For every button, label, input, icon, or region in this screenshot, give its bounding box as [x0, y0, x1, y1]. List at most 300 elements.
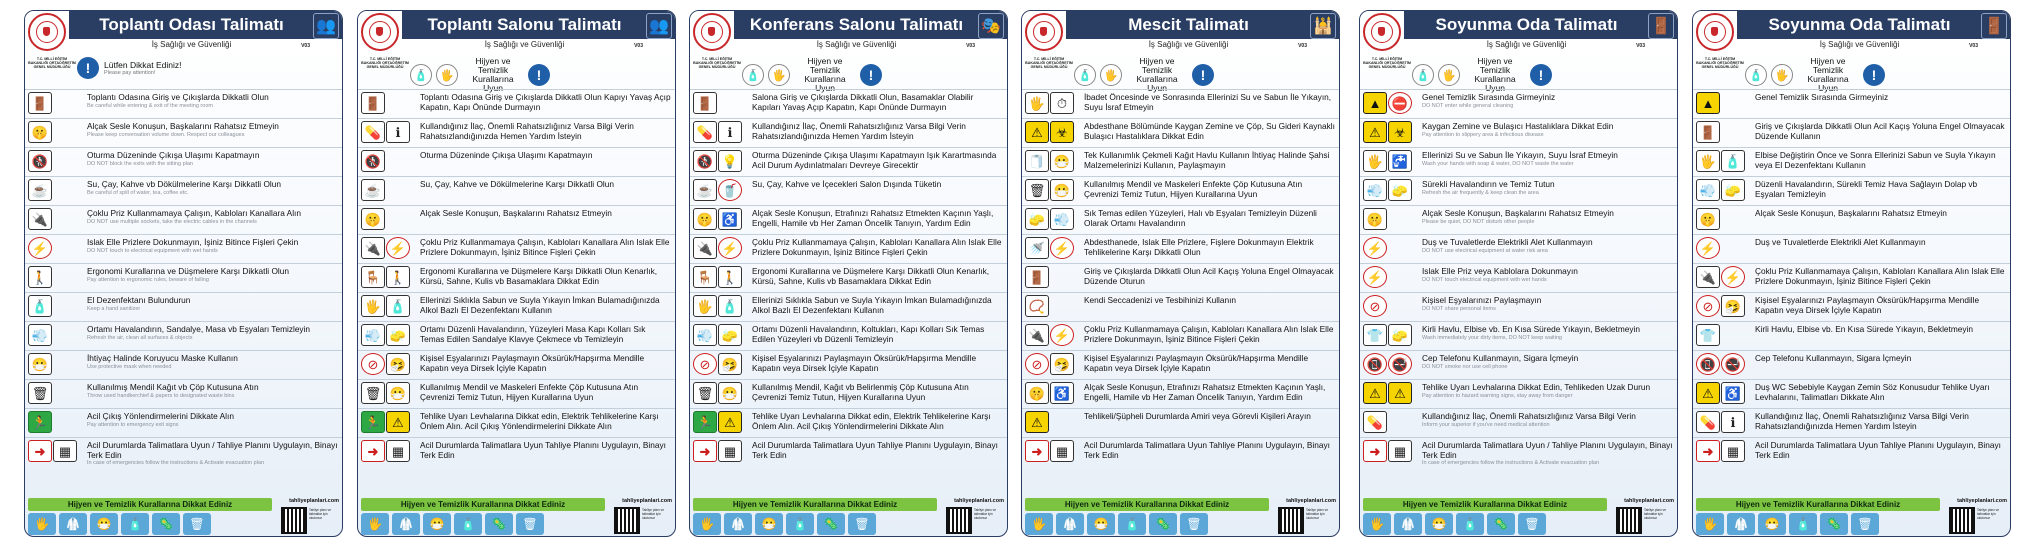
evacuation-plan-icon: ▦ [53, 440, 77, 462]
instruction-item [690, 205, 1007, 234]
item-tr: Genel Temizlik Sırasında Girmeyiniz [1422, 92, 1556, 102]
no-touch-icon: ⚡ [1050, 237, 1074, 259]
instruction-item [1360, 379, 1677, 408]
item-tr: Kişisel Eşyalarınızı Paylaşmayın Öksürük/Hapşırma Mendille Kapatın veya Dirsek İçiyle Kapatın [1755, 295, 1980, 315]
exit-door-icon: 🚪 [361, 92, 385, 114]
instruction-item [690, 234, 1007, 263]
item-text [418, 380, 675, 402]
hygiene-pictograms [693, 513, 876, 535]
instruction-item [1360, 176, 1677, 205]
item-tr: Kullanılmış Mendil Kağıt vb Çöp Kutusuna Atın [87, 382, 259, 392]
instruction-item [1022, 437, 1339, 466]
fall-icon: 🚶 [718, 266, 742, 288]
item-text [1753, 322, 2010, 335]
item-icons [1693, 293, 1753, 317]
item-text [750, 90, 1007, 112]
no-share-icon: ⊘ [1696, 295, 1720, 317]
item-text [1082, 177, 1339, 199]
mandatory-sign-icon: ! [860, 64, 882, 86]
instruction-item [25, 263, 342, 292]
item-text [1753, 264, 2010, 286]
waste-bin-icon: 🗑 [1025, 179, 1049, 201]
item-tr: Çoklu Priz Kullanmamaya Çalışın, Kabloları Kanallara Alın [87, 208, 301, 218]
hand-wash-icon: 🖐 [693, 295, 717, 317]
item-tr: Duş ve Tuvaletlerde Elektrikli Alet Kullanmayın [1422, 237, 1593, 247]
hand-wash-icon: 🖐 [1025, 513, 1053, 535]
item-en: Inform your superior if you've need medical attention [1422, 421, 1550, 428]
item-tr: Kişisel Eşyalarınızı Paylaşmayın [1422, 295, 1542, 305]
hygiene-notice [1074, 57, 1214, 93]
hand-sanitize-icon: 🧴 [1745, 64, 1767, 86]
item-text [1420, 351, 1677, 370]
item-en: Refresh the air frequently & keep clean the area [1422, 189, 1539, 196]
item-tr: Alçak Sesle Konuşun, Başkalarını Rahatsız Etmeyin [420, 208, 612, 218]
virus-icon: 🦠 [1149, 513, 1177, 535]
item-icons [25, 322, 85, 346]
qr-code-icon[interactable] [1949, 507, 1975, 534]
cable-icon: 🔌 [1696, 266, 1720, 288]
instruction-item [358, 205, 675, 234]
quiet-icon: 🤫 [1025, 382, 1049, 404]
instruction-item [25, 379, 342, 408]
item-tr: Alçak Sesle Konuşun, Etrafınızı Rahatsız Etmekten Kaçının Yaşlı, Engelli, Hamile vb Her Zaman Öncelik Tanıyın, Yardım Edin [752, 208, 994, 228]
instruction-item [1360, 205, 1677, 234]
evacuation-plan-icon: ▦ [1388, 440, 1412, 462]
instruction-item [1693, 147, 2010, 176]
item-text [85, 119, 342, 138]
disinfect-icon: 🧴 [386, 295, 410, 317]
qr-caption: Tahliye planı ve talimatlar için okutunuz [309, 508, 331, 520]
item-text [85, 322, 342, 341]
item-tr: Ergonomi Kurallarına ve Düşmelere Karşı Dikkatli Olun Kenarlık, Kürsü, Sahne, Kulis vb Basamaklara Dikkat Edin [420, 266, 658, 286]
instruction-item [25, 118, 342, 147]
item-tr: Acil Durumlarda Talimatlara Uyun / Tahliye Planını Uygulayın, Binayı Terk Edin [1422, 440, 1673, 460]
spill-icon: ☕ [28, 179, 52, 201]
item-tr: Ortamı Düzenli Havalandırın, Koltukları, Kapı Kolları Sık Temas Edilen Yüzeyleri vb Düzenli Temizleyin [752, 324, 985, 344]
item-tr: El Dezenfektanı Bulundurun [87, 295, 191, 305]
item-text [750, 148, 1007, 170]
item-icons [1360, 351, 1420, 375]
instruction-item [25, 89, 342, 118]
item-icons [1360, 177, 1420, 201]
item-text [1082, 235, 1339, 257]
item-tr: Çoklu Priz Kullanmamaya Çalışın, Kabloları Kanallara Alın Islak Elle Prizlere Dokunmayın, İşiniz Bitince Fişleri Çekin [1755, 266, 2005, 286]
item-icons [358, 293, 418, 317]
mask-icon: 😷 [386, 382, 410, 404]
item-text [1420, 409, 1677, 428]
item-icons [1693, 90, 1753, 114]
site-link: tahliyeplanlari.com [622, 498, 672, 504]
ministry-logo-icon [28, 13, 66, 51]
item-text [1753, 380, 2010, 402]
item-text [85, 264, 342, 283]
elderly-icon: ♿ [718, 208, 742, 230]
mask-icon: 😷 [718, 382, 742, 404]
mask-icon: 😷 [1050, 150, 1074, 172]
item-icons [1693, 177, 1753, 201]
instruction-item [1360, 89, 1677, 118]
instruction-item [1022, 292, 1339, 321]
hand-wash-icon: 🖐 [1025, 92, 1049, 114]
hygiene-text: Hijyen ve Temizlik Kurallarına Uyun [472, 56, 514, 93]
item-icons [690, 438, 750, 462]
tap-icon: 🚰 [1388, 150, 1412, 172]
item-tr: Alçak Sesle Konuşun, Başkalarını Rahatsız Etmeyin [87, 121, 279, 131]
item-text [418, 235, 675, 257]
warning-icon: ⚠ [1696, 382, 1720, 404]
gown-icon: 🥼 [1056, 513, 1084, 535]
item-text [1420, 293, 1677, 312]
ergonomy-icon: 🪑 [361, 266, 385, 288]
instruction-item [25, 176, 342, 205]
fall-icon: 🚶 [28, 266, 52, 288]
item-tr: Tehlike Uyarı Levhalarına Dikkat Edin, Tehlikeden Uzak Durun [1422, 382, 1651, 392]
hygiene-text: Hijyen ve Temizlik Kurallarına Uyun [1474, 56, 1516, 93]
mandatory-sign-icon: ! [77, 57, 99, 79]
spray-icon: 🧴 [1789, 513, 1817, 535]
item-text [1420, 90, 1677, 109]
timer-icon: ⏱ [1050, 92, 1074, 114]
ventilation-icon: 💨 [1050, 208, 1074, 230]
instruction-item [1022, 147, 1339, 176]
card-header [1022, 11, 1339, 55]
instruction-item [1693, 234, 2010, 263]
hygiene-text: Hijyen ve Temizlik Kurallarına Uyun [804, 56, 846, 93]
item-text [1753, 235, 2010, 248]
no-share-icon: ⊘ [361, 353, 385, 375]
item-tr: Çoklu Priz Kullanmamaya Çalışın, Kabloları Kanallara Alın Islak Elle Prizlere Dokunmayın, İşiniz Bitince Fişleri Çekin [752, 237, 1002, 257]
item-icons [1693, 438, 1753, 462]
item-en: DO NOT smoke nor use cell phone [1422, 363, 1508, 370]
item-text [418, 148, 675, 161]
qr-code-icon[interactable] [1278, 507, 1304, 534]
sneeze-icon: 🤧 [1721, 295, 1745, 317]
item-icons [690, 119, 750, 143]
item-icons [358, 119, 418, 143]
item-tr: Tehlikeli/Şüpheli Durumlarda Amiri veya Görevli Kişileri Arayın [1084, 411, 1311, 421]
item-tr: Su, Çay, Kahve ve Dökülmelerine Karşı Dikkatli Olun [420, 179, 614, 189]
exit-door-icon: 🚪 [28, 92, 52, 114]
instruction-item [1360, 263, 1677, 292]
towel-icon: 🧻 [1025, 150, 1049, 172]
instruction-item [1022, 321, 1339, 350]
instruction-item [1022, 379, 1339, 408]
item-text [418, 177, 675, 190]
waste-bin-icon: 🗑 [28, 382, 52, 404]
qr-caption: Tahliye planı ve talimatlar için okutunuz [1306, 508, 1328, 520]
hand-wash-icon: 🖐 [1696, 513, 1724, 535]
instruction-item [358, 147, 675, 176]
instruction-item [1360, 350, 1677, 379]
no-smoking-icon: 🚭 [1388, 353, 1412, 375]
no-touch-icon: ⚡ [1696, 237, 1720, 259]
item-icons [1360, 322, 1420, 346]
qr-code-icon[interactable] [1616, 507, 1642, 534]
ministry-logo-icon [693, 13, 731, 51]
item-icons [690, 206, 750, 230]
item-icons [690, 264, 750, 288]
info-icon: ℹ [1721, 411, 1745, 433]
item-icons [25, 264, 85, 288]
medicine-icon: 💊 [1363, 411, 1387, 433]
instruction-item [1360, 118, 1677, 147]
item-icons [1022, 322, 1082, 346]
virus-icon: 🦠 [817, 513, 845, 535]
instruction-item [358, 408, 675, 437]
version-label: V03 [1636, 43, 1645, 49]
item-text [1753, 351, 2010, 364]
hygiene-banner: Hijyen ve Temizlik Kurallarına Dikkat Ediniz [1363, 498, 1607, 511]
mask-icon: 😷 [755, 513, 783, 535]
prayer-icon: 🕌 [1310, 13, 1336, 39]
qr-code-icon[interactable] [946, 507, 972, 534]
item-icons [25, 380, 85, 404]
item-icons [1693, 380, 1753, 404]
item-text [85, 206, 342, 225]
item-icons [1360, 380, 1420, 404]
item-tr: Ellerinizi Sıklıkla Sabun ve Suyla Yıkayın İmkan Bulamadığınızda Alkol Bazlı El Dezenfektanı Kullanın [420, 295, 660, 315]
instruction-item [1693, 321, 2010, 350]
instruction-item [1360, 234, 1677, 263]
item-icons [358, 148, 418, 172]
item-icons [25, 206, 85, 230]
emergency-exit-icon: 🏃 [28, 411, 52, 433]
warning-icon: ⚠ [1025, 121, 1049, 143]
exit-door-icon: 🚪 [693, 92, 717, 114]
item-icons [1693, 322, 1753, 346]
site-link: tahliyeplanlari.com [1957, 498, 2007, 504]
hand-wash-icon: 🖐 [28, 513, 56, 535]
hand-wash-icon: 🖐 [436, 64, 458, 86]
cone-icon: ▲ [1696, 92, 1720, 114]
instruction-item [358, 234, 675, 263]
item-tr: Alçak Sesle Konuşun, Etrafınızı Rahatsız Etmekten Kaçının Yaşlı, Engelli, Hamile vb Her Zaman Öncelik Tanıyın, Yardım Edin [1084, 382, 1326, 402]
card-title: Toplantı Odası Talimatı [69, 11, 342, 39]
mask-icon: 😷 [1087, 513, 1115, 535]
item-text [85, 438, 342, 467]
item-icons [690, 409, 750, 433]
no-touch-icon: ⚡ [1721, 266, 1745, 288]
no-phone-icon: 📵 [1696, 353, 1720, 375]
mask-icon: 😷 [1758, 513, 1786, 535]
instruction-item [1693, 118, 2010, 147]
quiet-icon: 🤫 [1363, 208, 1387, 230]
virus-icon: 🦠 [485, 513, 513, 535]
ventilation-icon: 💨 [1696, 179, 1720, 201]
instruction-item [358, 176, 675, 205]
no-touch-icon: ⚡ [386, 237, 410, 259]
ministry-name: T.C. MİLLÎ EĞİTİM BAKANLIĞI ORTAÖĞRETİM GENEL MÜDÜRLÜĞÜ [1696, 57, 1744, 69]
card-header [1693, 11, 2010, 55]
no-touch-icon: ⚡ [1363, 237, 1387, 259]
quiet-icon: 🤫 [361, 208, 385, 230]
item-text [1420, 380, 1677, 399]
item-en: Keep a hand sanitizer [87, 305, 141, 312]
quiet-icon: 🤫 [1696, 208, 1720, 230]
cable-icon: 🔌 [361, 237, 385, 259]
qr-caption: Tahliye planı ve talimatlar için okutunuz [1644, 508, 1666, 520]
exit-door-icon: 🚪 [1696, 121, 1720, 143]
no-touch-icon: ⚡ [718, 237, 742, 259]
ministry-logo-icon [1025, 13, 1063, 51]
instruction-card [1021, 10, 1340, 537]
instruction-item [690, 263, 1007, 292]
item-tr: Giriş ve Çıkışlarda Dikkatli Olun Acil Kaçış Yoluna Engel Olmayacak Düzende Kullanın [1755, 121, 2005, 141]
hand-sanitize-icon: 🧴 [1412, 64, 1434, 86]
qr-code-icon[interactable] [614, 507, 640, 534]
instruction-item [1022, 408, 1339, 437]
warning-icon: ⚠ [1363, 121, 1387, 143]
item-icons [1693, 264, 1753, 288]
item-icons [1360, 119, 1420, 143]
hygiene-pictograms [1696, 513, 1879, 535]
item-tr: Sık Temas edilen Yüzeyleri, Halı vb Eşyaları Temizleyin Düzenli Olarak Ortamı Havalandırın [1084, 208, 1317, 228]
instruction-item [1022, 118, 1339, 147]
instruction-item [358, 321, 675, 350]
item-tr: Acil Durumlarda Talimatlara Uyun / Tahliye Planını Uygulayın, Binayı Terk Edin [87, 440, 338, 460]
item-text [750, 235, 1007, 257]
no-entry-icon: ⛔ [1388, 92, 1412, 114]
mandatory-sign-icon: ! [1863, 64, 1885, 86]
item-text [1082, 119, 1339, 141]
item-text [1420, 235, 1677, 254]
item-tr: Kullandığınız İlaç, Önemli Rahatsızlığınız Varsa Bilgi Verin Rahatsızlandığınızda Hemen Yardım İsteyin [1755, 411, 1969, 431]
item-tr: Alçak Sesle Konuşun, Başkalarını Rahatsız Etmeyin [1755, 208, 1947, 218]
laundry-icon: 👕 [1363, 324, 1387, 346]
hygiene-text: Hijyen ve Temizlik Kurallarına Uyun [1807, 56, 1849, 93]
emergency-exit-icon: 🏃 [361, 411, 385, 433]
item-en: Pay attention to hazard warning signs, stay away from danger [1422, 392, 1573, 399]
attention-notice [77, 57, 181, 79]
instruction-item [1022, 89, 1339, 118]
item-text [1753, 438, 2010, 460]
instruction-item [690, 350, 1007, 379]
no-touch-icon: ⚡ [28, 237, 52, 259]
item-icons [690, 235, 750, 259]
cone-icon: ▲ [1363, 92, 1387, 114]
instruction-card [1692, 10, 2011, 537]
item-text [750, 293, 1007, 315]
item-tr: Genel Temizlik Sırasında Girmeyiniz [1755, 92, 1889, 102]
gown-icon: 🥼 [724, 513, 752, 535]
item-tr: Acil Çıkış Yönlendirmelerini Dikkate Alın [87, 411, 234, 421]
instruction-item [25, 234, 342, 263]
item-en: Be careful while entering & exit of the meeting room [87, 102, 213, 109]
item-text [750, 177, 1007, 190]
instruction-item [1022, 234, 1339, 263]
item-text [1082, 293, 1339, 306]
disinfect-icon: 🧴 [718, 295, 742, 317]
item-icons [358, 322, 418, 346]
gown-icon: 🥼 [392, 513, 420, 535]
ministry-logo-icon [1696, 13, 1734, 51]
notice-en: Please pay attention! [104, 70, 156, 76]
hygiene-banner: Hijyen ve Temizlik Kurallarına Dikkat Ediniz [1696, 498, 1940, 511]
hand-wash-icon: 🖐 [693, 513, 721, 535]
ventilation-icon: 💨 [1363, 179, 1387, 201]
item-text [418, 119, 675, 141]
item-en: DO NOT block the exits with the sitting plan [87, 160, 193, 167]
gown-icon: 🥼 [1394, 513, 1422, 535]
item-icons [1022, 409, 1082, 433]
item-icons [25, 119, 85, 143]
item-text [1753, 293, 2010, 315]
disinfect-icon: 🧴 [1721, 150, 1745, 172]
item-icons [690, 177, 750, 201]
ministry-name: T.C. MİLLÎ EĞİTİM BAKANLIĞI ORTAÖĞRETİM GENEL MÜDÜRLÜĞÜ [28, 57, 76, 69]
mandatory-sign-icon: ! [528, 64, 550, 86]
item-text [1082, 380, 1339, 402]
item-text [418, 90, 675, 112]
item-en: Pay attention to emergency exit signs [87, 421, 179, 428]
spray-icon: 🧴 [1118, 513, 1146, 535]
item-icons [1360, 206, 1420, 230]
item-icons [690, 322, 750, 346]
emergency-exit-icon: 🏃 [693, 411, 717, 433]
instruction-item [690, 176, 1007, 205]
instruction-item [358, 292, 675, 321]
ventilation-icon: 💨 [28, 324, 52, 346]
item-tr: Elbise Değiştirin Önce ve Sonra Ellerinizi Sabun ve Suyla Yıkayın veya El Dezenfektanı Kullanın [1755, 150, 1996, 170]
waste-bin-icon: 🗑 [1518, 513, 1546, 535]
instruction-card [24, 10, 343, 537]
item-text [85, 90, 342, 109]
item-tr: Acil Durumlarda Talimatlara Uyun Tahliye Planını Uygulayın, Binayı Terk Edin [1755, 440, 2001, 460]
item-tr: Ellerinizi Sıklıkla Sabun ve Suyla Yıkayın İmkan Bulamadığınızda Alkol Bazlı El Dezenfektanı Kullanın [752, 295, 992, 315]
instruction-item [690, 89, 1007, 118]
item-icons [25, 177, 85, 201]
item-tr: Kaygan Zemine ve Bulaşıcı Hastalıklara Dikkat Edin [1422, 121, 1614, 131]
quiet-icon: 🤫 [693, 208, 717, 230]
item-icons [1022, 90, 1082, 114]
site-link: tahliyeplanlari.com [1624, 498, 1674, 504]
item-icons [358, 438, 418, 462]
qr-caption: Tahliye planı ve talimatlar için okutunuz [1977, 508, 1999, 520]
item-tr: Kullanılmış Mendil ve Maskeleri Enfekte Çöp Kutusuna Atın Çevrenizi Temiz Tutun, Hijyen Kurallarına Uyun [1084, 179, 1303, 199]
ministry-name: T.C. MİLLÎ EĞİTİM BAKANLIĞI ORTAÖĞRETİM GENEL MÜDÜRLÜĞÜ [1025, 57, 1073, 69]
item-tr: Ergonomi Kurallarına ve Düşmelere Karşı Dikkatli Olun [87, 266, 289, 276]
mandatory-sign-icon: ! [1530, 64, 1552, 86]
item-tr: Acil Durumlarda Talimatlara Uyun Tahliye Planını Uygulayın, Binayı Terk Edin [752, 440, 998, 460]
virus-icon: 🦠 [1487, 513, 1515, 535]
item-text [1420, 322, 1677, 341]
item-icons [358, 90, 418, 114]
hand-wash-icon: 🖐 [361, 513, 389, 535]
instruction-item [25, 321, 342, 350]
item-icons [1360, 235, 1420, 259]
card-subtitle: İş Sağlığı ve Güvenliği [1486, 40, 1567, 49]
instruction-item [358, 118, 675, 147]
locker-icon: 🚪 [1648, 13, 1674, 39]
instruction-item [358, 350, 675, 379]
item-icons [358, 380, 418, 404]
item-tr: Abdesthanede, Islak Elle Prizlere, Fişlere Dokunmayın Elektrik Tehlikelerine Karşı Dikkatli Olun [1084, 237, 1314, 257]
gown-icon: 🥼 [1727, 513, 1755, 535]
item-icons [1022, 438, 1082, 462]
stage-icon: 🎭 [978, 13, 1004, 39]
instruction-item [1360, 437, 1677, 466]
mask-icon: 😷 [28, 353, 52, 375]
item-icons [1360, 438, 1420, 462]
clean-icon: 🧽 [1388, 179, 1412, 201]
hand-wash-icon: 🖐 [1363, 513, 1391, 535]
card-header [1360, 11, 1677, 55]
exit-path-icon: 🚷 [28, 150, 52, 172]
item-tr: Kişisel Eşyalarınızı Paylaşmayın Öksürük/Hapşırma Mendille Kapatın veya Dirsek İçiyle Kapatın [1084, 353, 1309, 373]
qr-code-icon[interactable] [281, 507, 307, 534]
item-text [1420, 264, 1677, 283]
card-subtitle: İş Sağlığı ve Güvenliği [816, 40, 897, 49]
